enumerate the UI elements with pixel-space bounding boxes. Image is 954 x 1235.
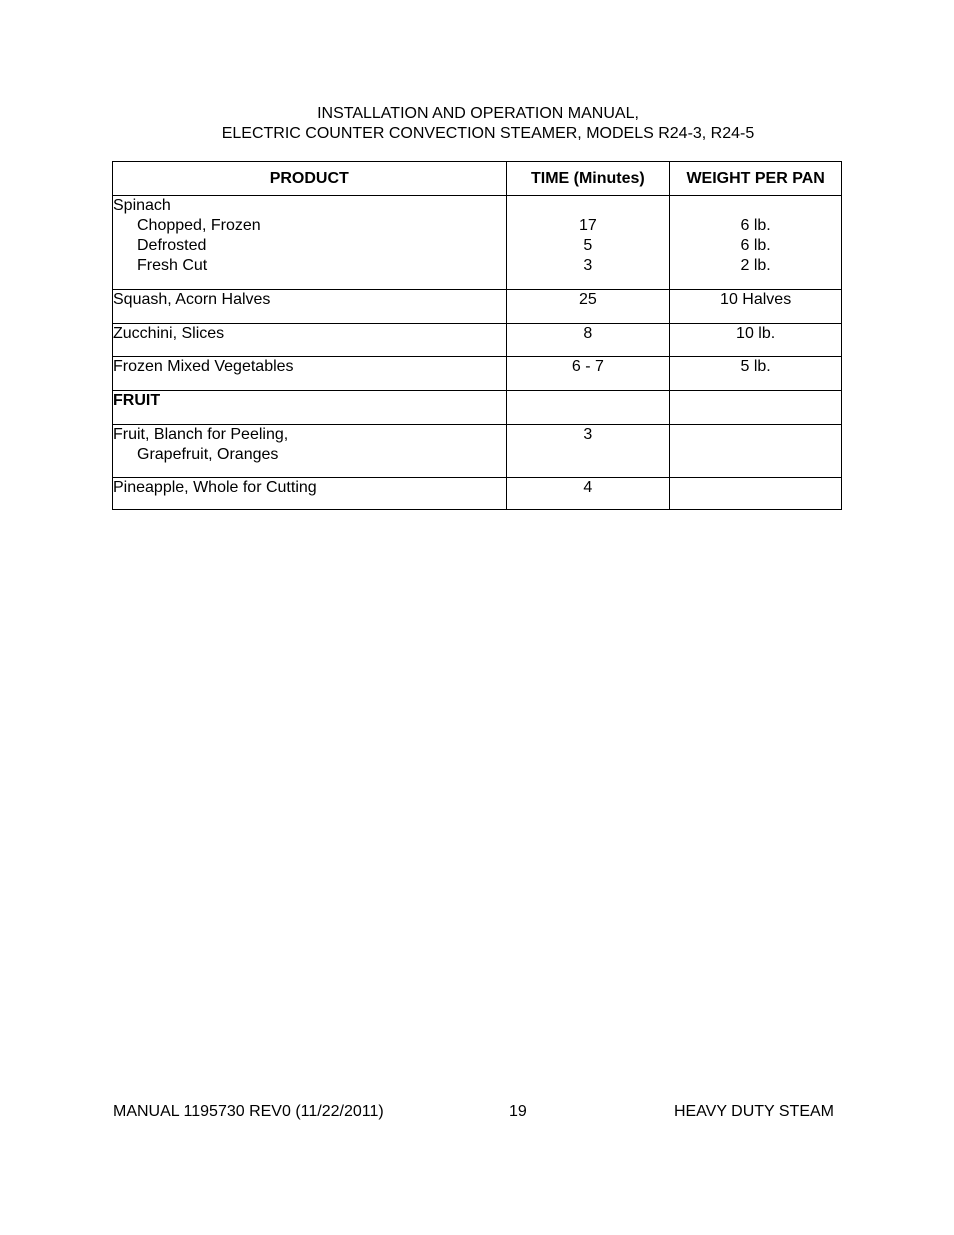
table-row (113, 357, 842, 391)
product-name: Squash, Acorn Halves (113, 291, 271, 308)
weight-cell (670, 391, 842, 425)
product-name: Fruit, Blanch for Peeling, (113, 426, 289, 443)
product-cell (113, 290, 507, 324)
time-value: 3 (583, 257, 593, 274)
table-row (113, 196, 842, 290)
weight-cell (670, 290, 842, 324)
product-name: Frozen Mixed Vegetables (113, 358, 294, 375)
time-cell (506, 196, 670, 290)
header-title: INSTALLATION AND OPERATION MANUAL, (317, 105, 639, 122)
time-value (507, 391, 670, 411)
time-cell (506, 324, 670, 357)
time-cell (506, 391, 670, 425)
time-cell (506, 425, 670, 478)
weight-value: 6 lb. (740, 237, 771, 254)
product-variant: Chopped, Frozen (137, 217, 261, 234)
section-heading-cell (113, 391, 507, 425)
time-value: 4 (583, 479, 593, 496)
product-cell (113, 357, 507, 391)
footer-brand: HEAVY DUTY STEAM (673, 1103, 834, 1120)
weight-value: 10 lb. (736, 325, 776, 342)
table-row (113, 425, 842, 478)
weight-value (670, 391, 841, 411)
column-header-product: PRODUCT (113, 162, 507, 196)
product-cell (113, 196, 507, 290)
product-variant: Defrosted (137, 237, 207, 254)
table-row (113, 478, 842, 510)
time-value: 17 (578, 217, 597, 234)
steaming-guide-table (112, 161, 842, 510)
weight-cell (670, 478, 842, 510)
time-value: 8 (583, 325, 593, 342)
product-cell (113, 425, 507, 478)
product-cell (113, 324, 507, 357)
product-name: Pineapple, Whole for Cutting (113, 479, 317, 496)
table-row (113, 290, 842, 324)
weight-value: 2 lb. (740, 257, 771, 274)
page-header (0, 104, 954, 144)
weight-cell (670, 357, 842, 391)
time-value: 3 (583, 426, 593, 443)
weight-value: 5 lb. (740, 358, 771, 375)
weight-value (670, 478, 841, 498)
table-header-row (113, 162, 842, 196)
time-value: 25 (578, 291, 597, 308)
page-number: 19 (509, 1103, 527, 1120)
product-cell (113, 478, 507, 510)
product-variant: Fresh Cut (137, 257, 208, 274)
header-subtitle: ELECTRIC COUNTER CONVECTION STEAMER, MODELS R24-3, R24-5 (221, 125, 755, 142)
weight-cell (670, 196, 842, 290)
manual-number: MANUAL 1195730 REV0 (11/22/2011) (113, 1103, 384, 1120)
time-cell (506, 357, 670, 391)
weight-value: 10 Halves (720, 291, 792, 308)
column-header-weight: WEIGHT PER PAN (670, 162, 842, 196)
weight-cell (670, 425, 842, 478)
table-row (113, 324, 842, 357)
weight-cell (670, 324, 842, 357)
weight-value: 6 lb. (740, 217, 771, 234)
time-value: 5 (583, 237, 593, 254)
time-cell (506, 290, 670, 324)
product-name: Zucchini, Slices (113, 325, 225, 342)
section-row (113, 391, 842, 425)
section-heading: FRUIT (113, 392, 161, 409)
time-cell (506, 478, 670, 510)
page-footer (0, 1102, 954, 1122)
time-value: 6 - 7 (571, 358, 604, 375)
product-name: Spinach (113, 197, 171, 214)
weight-value (670, 425, 841, 445)
product-variant: Grapefruit, Oranges (137, 446, 279, 463)
column-header-time: TIME (Minutes) (506, 162, 670, 196)
